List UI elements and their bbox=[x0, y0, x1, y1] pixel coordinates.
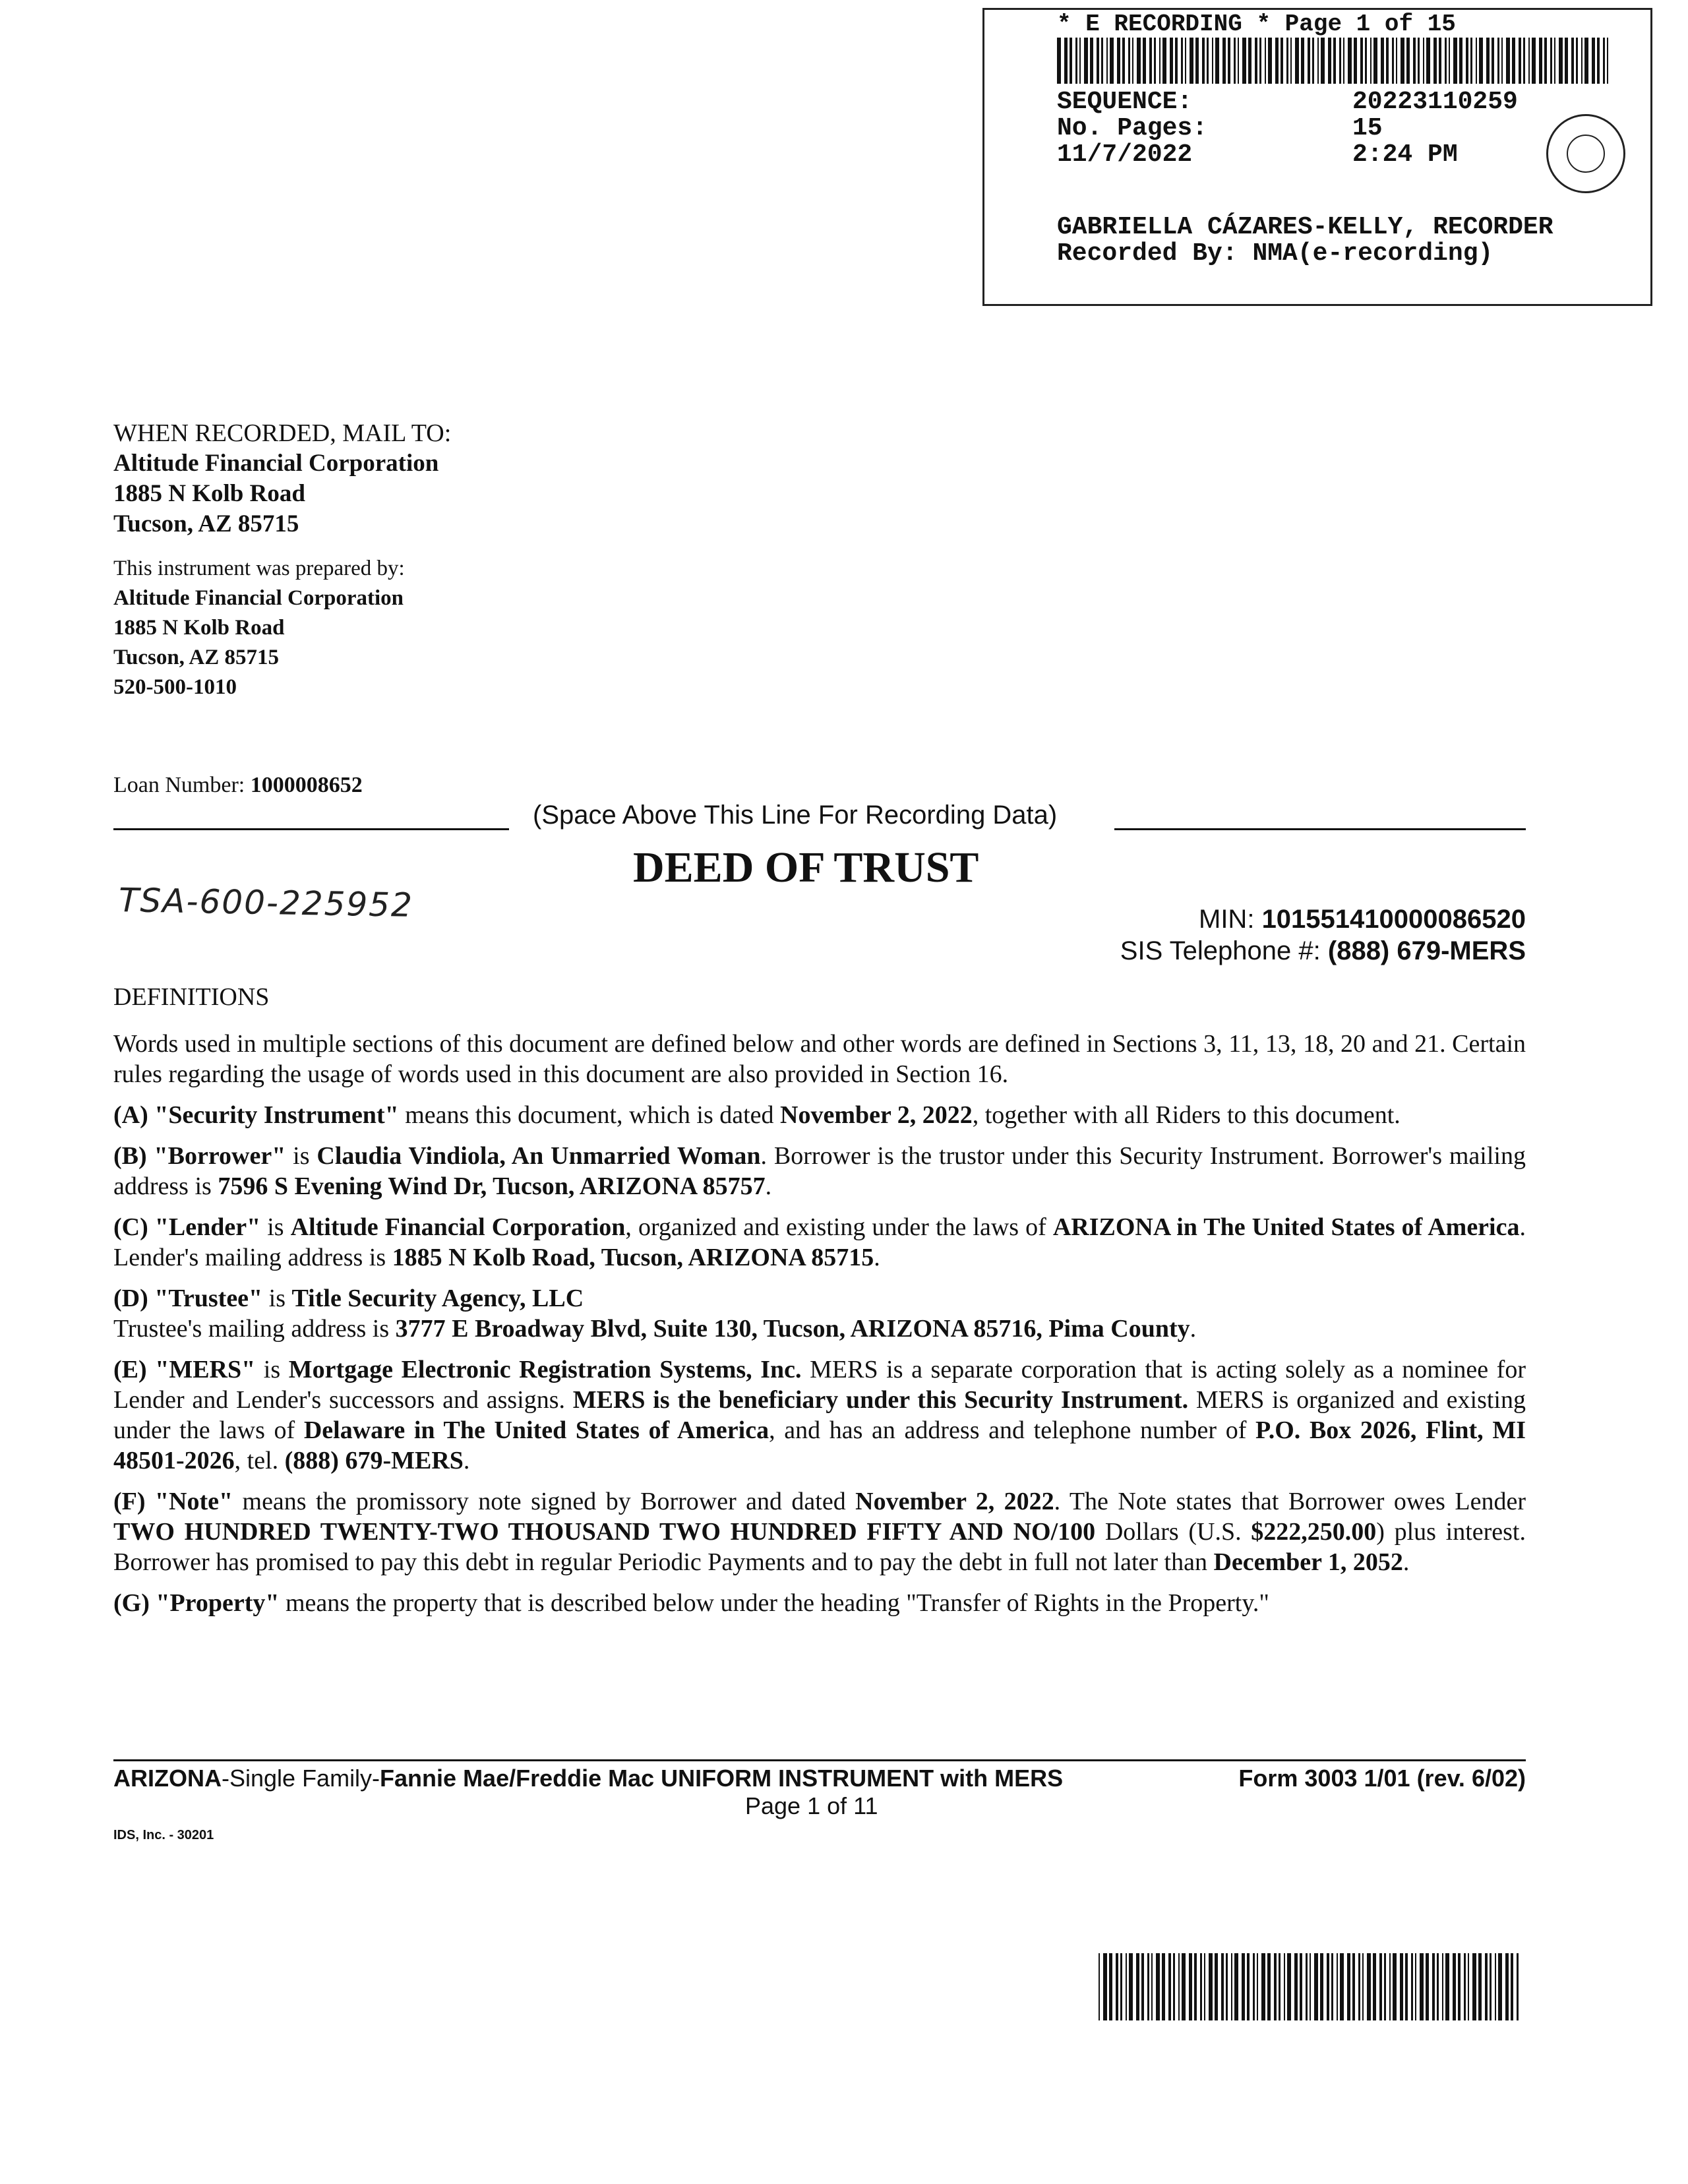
trustee-name: Title Security Agency, LLC bbox=[291, 1285, 584, 1312]
min-label: MIN: bbox=[1199, 905, 1255, 934]
min-value: 101551410000086520 bbox=[1261, 905, 1526, 934]
footer-page: Page 1 of 11 bbox=[745, 1792, 878, 1819]
mail-to-heading: WHEN RECORDED, MAIL TO: bbox=[113, 419, 452, 447]
definition-text: means the property that is described below under the heading "Transfer of Rights in the Property." bbox=[279, 1589, 1269, 1617]
recorded-by: Recorded By: NMA(e-recording) bbox=[1057, 239, 1493, 268]
recording-date: 11/7/2022 bbox=[1057, 140, 1193, 169]
definition-text: , together with all Riders to this document. bbox=[972, 1101, 1401, 1129]
sis-label: SIS Telephone #: bbox=[1120, 936, 1321, 965]
footer-form-number: Form 3003 1/01 (rev. 6/02) bbox=[1238, 1765, 1526, 1792]
definitions-heading: DEFINITIONS bbox=[113, 983, 270, 1011]
footer-rule bbox=[113, 1759, 1526, 1761]
lender-address: 1885 N Kolb Road, Tucson, ARIZONA 85715 bbox=[392, 1244, 874, 1271]
prepared-by-line: Tucson, AZ 85715 bbox=[113, 646, 279, 669]
definition-term: (C) "Lender" bbox=[113, 1213, 261, 1241]
definition-text: Dollars (U.S. bbox=[1095, 1518, 1251, 1546]
definition-g bbox=[113, 1588, 1526, 1618]
definition-term: (A) "Security Instrument" bbox=[113, 1101, 399, 1129]
definition-text: MERS is organized and existing under the laws of bbox=[113, 1386, 1526, 1444]
definition-text: . bbox=[1402, 1548, 1410, 1576]
borrower-address: 7596 S Evening Wind Dr, Tucson, ARIZONA 85757 bbox=[218, 1172, 766, 1200]
definition-text: is bbox=[260, 1213, 291, 1241]
note-date: November 2, 2022 bbox=[855, 1488, 1054, 1515]
definition-text: . bbox=[765, 1172, 772, 1200]
county-recorder-seal-icon bbox=[1546, 114, 1625, 193]
recording-stamp bbox=[982, 8, 1652, 306]
stamp-barcode bbox=[1057, 38, 1615, 84]
prepared-by-heading: This instrument was prepared by: bbox=[113, 557, 405, 580]
space-rule-right bbox=[1114, 828, 1526, 830]
pages-value: 15 bbox=[1352, 114, 1383, 142]
maturity-date: December 1, 2052 bbox=[1213, 1548, 1403, 1576]
lender-jurisdiction: ARIZONA in The United States of America bbox=[1052, 1213, 1520, 1241]
definition-text: ) plus interest. Borrower has promised to pay this debt in regular Periodic Payments and to pay the debt in full not later than bbox=[113, 1518, 1526, 1576]
prepared-by-line: 1885 N Kolb Road bbox=[113, 616, 285, 640]
definition-c bbox=[113, 1212, 1526, 1273]
definition-text: , and has an address and telephone number of bbox=[769, 1416, 1256, 1444]
sis-value: (888) 679-MERS bbox=[1327, 936, 1526, 965]
mers-name: Mortgage Electronic Registration Systems, Inc. bbox=[288, 1356, 802, 1383]
loan-amount: $222,250.00 bbox=[1251, 1518, 1377, 1546]
document-title: DEED OF TRUST bbox=[633, 843, 979, 892]
definition-d bbox=[113, 1283, 1526, 1344]
min-line bbox=[1199, 905, 1526, 934]
instrument-date: November 2, 2022 bbox=[780, 1101, 973, 1129]
definition-text: means this document, which is dated bbox=[398, 1101, 781, 1129]
definition-text: Trustee's mailing address is bbox=[113, 1315, 396, 1343]
footer-ids: IDS, Inc. - 30201 bbox=[113, 1828, 214, 1842]
recorder-name: GABRIELLA CÁZARES-KELLY, RECORDER bbox=[1057, 213, 1553, 241]
definition-term: (E) "MERS" bbox=[113, 1356, 256, 1383]
space-above-note: (Space Above This Line For Recording Data) bbox=[533, 801, 1058, 830]
lender-name: Altitude Financial Corporation bbox=[290, 1213, 626, 1241]
definition-f bbox=[113, 1486, 1526, 1577]
mers-beneficiary: MERS is the beneficiary under this Security Instrument. bbox=[572, 1386, 1189, 1414]
definition-text: is bbox=[255, 1356, 289, 1383]
definition-text: , organized and existing under the laws of bbox=[625, 1213, 1053, 1241]
definition-text: is bbox=[262, 1285, 292, 1312]
definition-text: . The Note states that Borrower owes Lender bbox=[1054, 1488, 1526, 1515]
recording-time: 2:24 PM bbox=[1352, 140, 1458, 169]
mers-address: P.O. Box 2026, Flint, MI 48501-2026 bbox=[113, 1416, 1526, 1474]
definition-term: (F) "Note" bbox=[113, 1488, 233, 1515]
handwritten-file-number: TSA-600-225952 bbox=[118, 881, 414, 925]
prepared-by-line: Altitude Financial Corporation bbox=[113, 586, 404, 610]
definition-e bbox=[113, 1354, 1526, 1476]
definition-a bbox=[113, 1100, 1526, 1130]
definition-term: (B) "Borrower" bbox=[113, 1142, 286, 1170]
sequence-label: SEQUENCE: bbox=[1057, 88, 1193, 116]
prepared-by-block bbox=[113, 554, 707, 702]
mers-phone: (888) 679-MERS bbox=[284, 1447, 464, 1474]
space-rule-left bbox=[113, 828, 509, 830]
sequence-value: 20223110259 bbox=[1352, 88, 1518, 116]
definition-text: . bbox=[463, 1447, 470, 1474]
loan-number-label: Loan Number: bbox=[113, 773, 245, 797]
definition-term: (D) "Trustee" bbox=[113, 1285, 263, 1312]
definition-term: (G) "Property" bbox=[113, 1589, 280, 1617]
mail-to-line: Tucson, AZ 85715 bbox=[113, 510, 299, 537]
trustee-address: 3777 E Broadway Blvd, Suite 130, Tucson, ARIZONA 85716, Pima County bbox=[395, 1315, 1190, 1343]
recording-header: * E RECORDING * Page 1 of 15 bbox=[1057, 11, 1456, 38]
borrower-name: Claudia Vindiola, An Unmarried Woman bbox=[316, 1142, 761, 1170]
footer-form-desc: -Single Family- bbox=[222, 1765, 380, 1792]
definition-text: . Borrower is the trustor under this Security Instrument. Borrower's mailing address is bbox=[113, 1142, 1526, 1200]
definition-text: , tel. bbox=[234, 1447, 285, 1474]
footer-state: ARIZONA bbox=[113, 1765, 222, 1792]
footer-form-title bbox=[113, 1765, 1063, 1792]
definition-text: . Lender's mailing address is bbox=[113, 1213, 1526, 1271]
definitions-intro: Words used in multiple sections of this document are defined below and other words are defined in Sections 3, 11, 13, 18, 20 and 21. Certain rules regarding the usage of words used in this document are also provided in Section 16. bbox=[113, 1030, 1526, 1088]
loan-amount-words: TWO HUNDRED TWENTY-TWO THOUSAND TWO HUNDRED FIFTY AND NO/100 bbox=[113, 1518, 1096, 1546]
mers-jurisdiction: Delaware in The United States of America bbox=[303, 1416, 769, 1444]
pages-label: No. Pages: bbox=[1057, 114, 1208, 142]
definition-text: . bbox=[1190, 1315, 1197, 1343]
sis-line bbox=[1120, 936, 1526, 966]
loan-number bbox=[113, 773, 363, 798]
mail-to-line: 1885 N Kolb Road bbox=[113, 480, 305, 507]
bottom-barcode bbox=[1099, 1953, 1524, 2020]
loan-number-value: 1000008652 bbox=[250, 773, 363, 797]
definition-text: means the promissory note signed by Borrower and dated bbox=[233, 1488, 856, 1515]
mail-to-line: Altitude Financial Corporation bbox=[113, 450, 439, 477]
definition-text: MERS is a separate corporation that is acting solely as a nominee for Lender and Lender's successors and assigns. bbox=[113, 1356, 1526, 1414]
prepared-by-line: 520-500-1010 bbox=[113, 675, 237, 699]
definition-text: is bbox=[286, 1142, 317, 1170]
definition-b bbox=[113, 1141, 1526, 1201]
definitions-body bbox=[113, 1029, 1526, 1629]
mail-to-block bbox=[113, 418, 707, 539]
footer-form-name: Fannie Mae/Freddie Mac UNIFORM INSTRUMENT with MERS bbox=[380, 1765, 1064, 1792]
definition-text: . bbox=[874, 1244, 880, 1271]
